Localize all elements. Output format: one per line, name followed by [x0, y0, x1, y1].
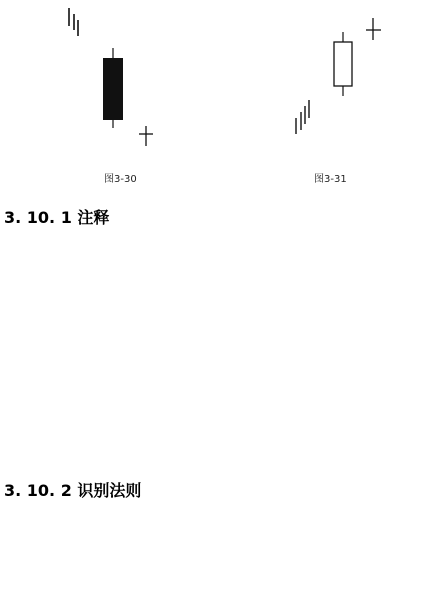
figure-caption-left: 图3-30 — [104, 174, 137, 185]
black-candle-body — [103, 58, 123, 120]
section-title: 识别法则 — [77, 481, 142, 500]
candlestick-figures — [0, 0, 448, 192]
figure-caption-right: 图3-31 — [314, 174, 347, 185]
rule-item — [28, 538, 438, 558]
figure-3-30-chart — [69, 8, 153, 146]
rule-item — [28, 518, 438, 538]
body-paragraph — [4, 240, 444, 460]
rule-item — [28, 557, 438, 577]
figure-3-31-chart — [296, 18, 381, 134]
rule-item — [28, 577, 438, 597]
section-title: 注释 — [77, 208, 110, 227]
figure-row — [0, 0, 448, 192]
section-number: 3. 10. 1 — [4, 208, 72, 227]
white-candle-body — [334, 42, 352, 86]
section-heading-2 — [4, 478, 141, 501]
section-number: 3. 10. 2 — [4, 481, 72, 500]
section-heading-1 — [4, 205, 109, 228]
rules-list — [28, 518, 438, 596]
